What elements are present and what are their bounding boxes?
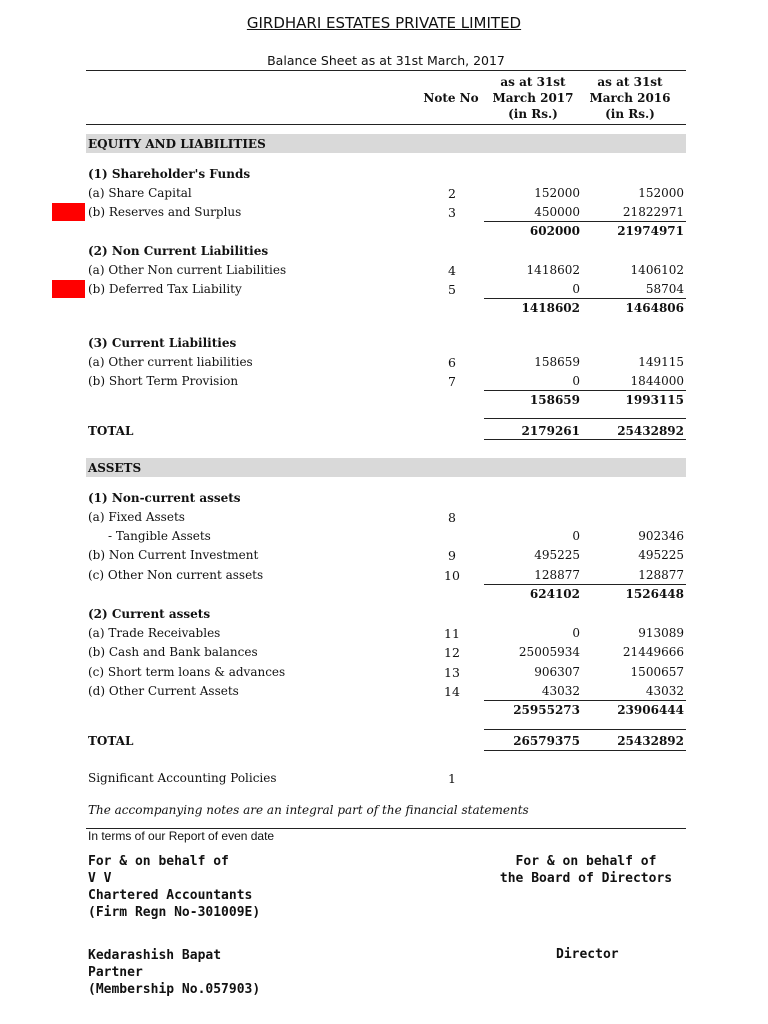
report-line: In terms of our Report of even date — [88, 829, 275, 843]
row-note: 9 — [448, 548, 456, 563]
subtotal-2017: 158659 — [529, 393, 580, 407]
equity-total-label: TOTAL — [88, 424, 134, 438]
assets-total-2016: 25432892 — [617, 734, 684, 748]
assets-total-label: TOTAL — [88, 734, 134, 748]
row-value-2016: 495225 — [638, 548, 684, 562]
company-title: GIRDHARI ESTATES PRIVATE LIMITED — [246, 14, 522, 32]
board-block: For & on behalf of the Board of Directors — [499, 854, 673, 886]
total-rule — [484, 418, 686, 419]
balance-sheet-subtitle: Balance Sheet as at 31st March, 2017 — [267, 53, 505, 68]
total-rule — [484, 729, 686, 730]
subtotal-rule — [484, 298, 686, 299]
row-note: 11 — [444, 626, 460, 641]
row-value-2016: 128877 — [638, 568, 684, 582]
row-value-2017: 450000 — [534, 205, 580, 219]
subtotal-2016: 1464806 — [625, 301, 684, 315]
noncurrent-assets-title: (1) Non-current assets — [88, 491, 241, 505]
total-rule-bottom — [484, 750, 686, 751]
assets-band — [86, 458, 686, 477]
row-value-2017: 0 — [572, 529, 580, 543]
row-note: 14 — [444, 684, 460, 699]
row-value-2017: 0 — [572, 626, 580, 640]
row-value-2017: 158659 — [534, 355, 580, 369]
subtotal-rule — [484, 221, 686, 222]
row-note: 13 — [444, 665, 460, 680]
shareholders-title: (1) Shareholder's Funds — [88, 167, 251, 181]
row-label: (b) Reserves and Surplus — [88, 205, 242, 219]
auditor-block: For & on behalf of V V Chartered Accountants (Firm Regn No-301009E) — [88, 854, 261, 920]
equity-total-2017: 2179261 — [521, 424, 580, 438]
subtotal-rule — [484, 390, 686, 391]
subtotal-2017: 1418602 — [521, 301, 580, 315]
row-value-2017: 495225 — [534, 548, 580, 562]
top-rule — [86, 70, 686, 71]
row-label: (d) Other Current Assets — [88, 684, 239, 698]
assets-total-2017: 26579375 — [513, 734, 580, 748]
row-label: (a) Share Capital — [88, 186, 192, 200]
current-assets-title: (2) Current assets — [88, 607, 211, 621]
row-label: (b) Short Term Provision — [88, 374, 239, 388]
noncurrent-liabilities-title: (2) Non Current Liabilities — [88, 244, 269, 258]
row-label: (a) Trade Receivables — [88, 626, 221, 640]
row-note: 3 — [448, 205, 456, 220]
subtotal-rule — [484, 700, 686, 701]
row-label: (b) Non Current Investment — [88, 548, 259, 562]
partner-block: Kedarashish Bapat Partner (Membership No.057903) — [88, 948, 261, 997]
equity-total-2016: 25432892 — [617, 424, 684, 438]
row-value-2016: 902346 — [638, 529, 684, 543]
row-value-2016: 43032 — [645, 684, 684, 698]
total-rule-bottom — [484, 439, 686, 440]
policies-note: 1 — [448, 771, 456, 786]
subtotal-2016: 21974971 — [617, 224, 684, 238]
row-note: 8 — [448, 510, 456, 525]
row-label: (c) Other Non current assets — [88, 568, 264, 582]
subtotal-rule — [484, 584, 686, 585]
row-value-2016: 21449666 — [622, 645, 684, 659]
assets-heading: ASSETS — [88, 461, 142, 475]
row-value-2016: 913089 — [638, 626, 684, 640]
policies-label: Significant Accounting Policies — [88, 771, 277, 785]
footnote: The accompanying notes are an integral part of the financial statements — [88, 803, 529, 817]
row-label: (b) Cash and Bank balances — [88, 645, 258, 659]
row-value-2017: 25005934 — [518, 645, 580, 659]
row-value-2016: 21822971 — [622, 205, 684, 219]
subtotal-2017: 624102 — [529, 587, 580, 601]
director-label: Director — [556, 947, 619, 962]
row-value-2017: 43032 — [541, 684, 580, 698]
row-value-2016: 1844000 — [630, 374, 684, 388]
row-note: 2 — [448, 186, 456, 201]
row-note: 7 — [448, 374, 456, 389]
header-2017: as at 31st March 2017 (in Rs.) — [492, 75, 574, 121]
highlight-marker — [52, 203, 85, 221]
row-label: (a) Other current liabilities — [88, 355, 253, 369]
row-note: 4 — [448, 263, 456, 278]
row-value-2017: 1418602 — [526, 263, 580, 277]
row-value-2017: 152000 — [534, 186, 580, 200]
equity-heading: EQUITY AND LIABILITIES — [88, 137, 266, 151]
row-note: 5 — [448, 282, 456, 297]
row-label: (c) Short term loans & advances — [88, 665, 286, 679]
row-value-2017: 0 — [572, 282, 580, 296]
subtotal-2017: 602000 — [529, 224, 580, 238]
row-label: (a) Fixed Assets — [88, 510, 185, 524]
highlight-marker — [52, 280, 85, 298]
row-value-2016: 1406102 — [630, 263, 684, 277]
row-value-2016: 58704 — [645, 282, 684, 296]
row-note: 10 — [444, 568, 460, 583]
row-label: (b) Deferred Tax Liability — [88, 282, 242, 296]
header-2016: as at 31st March 2016 (in Rs.) — [589, 75, 671, 121]
row-value-2017: 0 — [572, 374, 580, 388]
header-note-no: Note No — [423, 91, 479, 105]
subtotal-2016: 1526448 — [625, 587, 684, 601]
row-value-2017: 128877 — [534, 568, 580, 582]
header-rule — [86, 124, 686, 125]
subtotal-2016: 1993115 — [625, 393, 684, 407]
row-note: 6 — [448, 355, 456, 370]
row-label: (a) Other Non current Liabilities — [88, 263, 287, 277]
row-label: - Tangible Assets — [108, 529, 211, 543]
subtotal-2017: 25955273 — [513, 703, 580, 717]
row-value-2017: 906307 — [534, 665, 580, 679]
row-value-2016: 152000 — [638, 186, 684, 200]
row-value-2016: 149115 — [638, 355, 684, 369]
current-liabilities-title: (3) Current Liabilities — [88, 336, 237, 350]
row-value-2016: 1500657 — [630, 665, 684, 679]
row-note: 12 — [444, 645, 460, 660]
subtotal-2016: 23906444 — [617, 703, 684, 717]
